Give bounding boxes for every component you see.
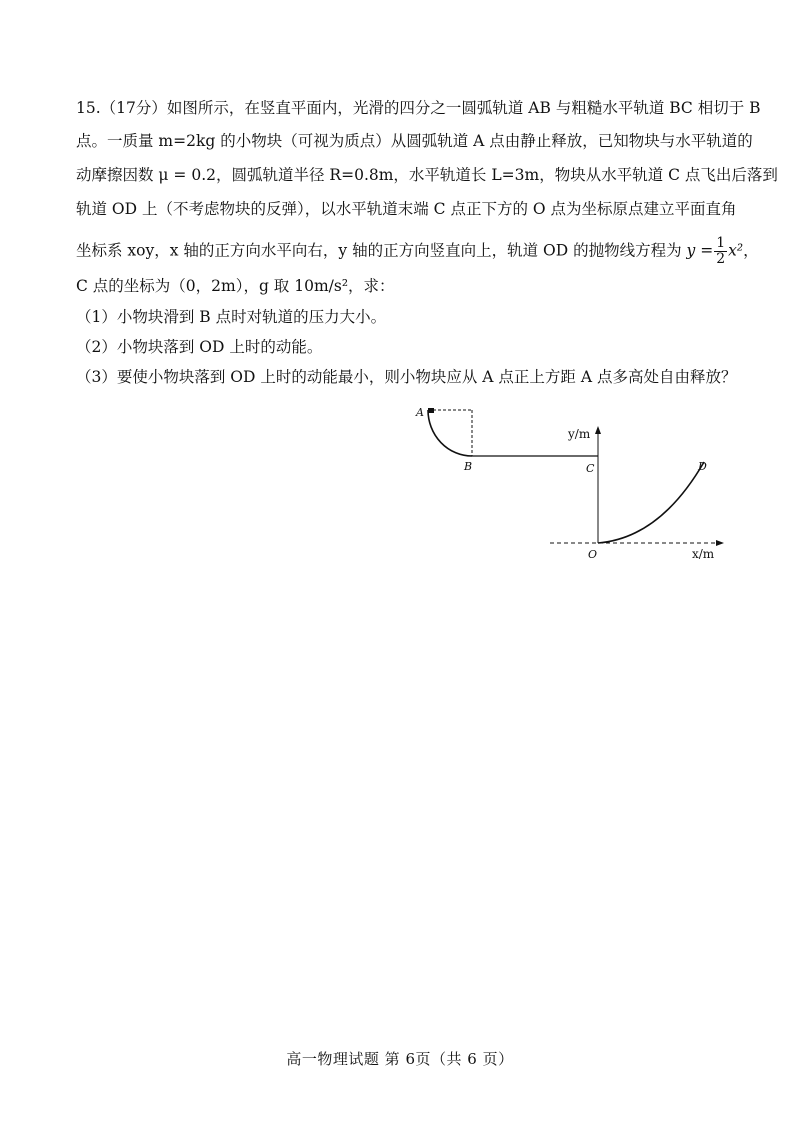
problem-line-1: 15.（17分）如图所示，在竖直平面内，光滑的四分之一圆弧轨道 AB 与粗糙水平轨道 BC 相切于 B [76,99,761,117]
label-c: C [586,462,595,475]
equation-x-squared: x² [728,241,744,260]
question-1: （1）小物块滑到 B 点时对轨道的压力大小。 [76,308,387,326]
x-axis-arrow [716,540,724,546]
problem-line-6: C 点的坐标为（0，2m），g 取 10m/s²，求： [76,277,395,295]
label-b: B [464,460,473,473]
problem-line-3: 动摩擦因数 μ = 0.2，圆弧轨道半径 R=0.8m，水平轨道长 L=3m，物块从水平轨道 C 点飞出后落到 [76,166,778,184]
page-footer: 高一物理试题 第 6页（共 6 页） [286,1050,514,1068]
fraction-numerator: 1 [716,235,726,251]
fraction-denominator: 2 [716,251,726,267]
problem-line-4: 轨道 OD 上（不考虑物块的反弹），以水平轨道末端 C 点正下方的 O 点为坐标原点建立平面直角 [76,200,737,218]
equation-fraction [714,236,727,267]
track-diagram [400,398,740,568]
problem-line-5-end: ， [743,241,759,260]
question-2: （2）小物块落到 OD 上时的动能。 [76,338,323,356]
label-a: A [416,406,424,419]
parabola-track-od [598,462,704,543]
arc-track-ab [428,410,472,456]
label-o: O [588,548,598,561]
y-axis-label: y/m [568,427,591,441]
label-d: D [698,460,707,473]
block-at-a [428,408,434,413]
problem-line-5 [76,235,759,267]
equation-y: y = [686,241,714,260]
question-3: （3）要使小物块落到 OD 上时的动能最小，则小物块应从 A 点正上方距 A 点多高处自由释放？ [76,368,737,386]
problem-line-2: 点。一质量 m=2kg 的小物块（可视为质点）从圆弧轨道 A 点由静止释放，已知物块与水平轨道的 [76,132,753,150]
problem-line-5-text: 坐标系 xoy，x 轴的正方向水平向右，y 轴的正方向竖直向上，轨道 OD 的抛物线方程为 [76,241,687,260]
x-axis-label: x/m [692,547,715,561]
y-axis-arrow [595,426,601,434]
